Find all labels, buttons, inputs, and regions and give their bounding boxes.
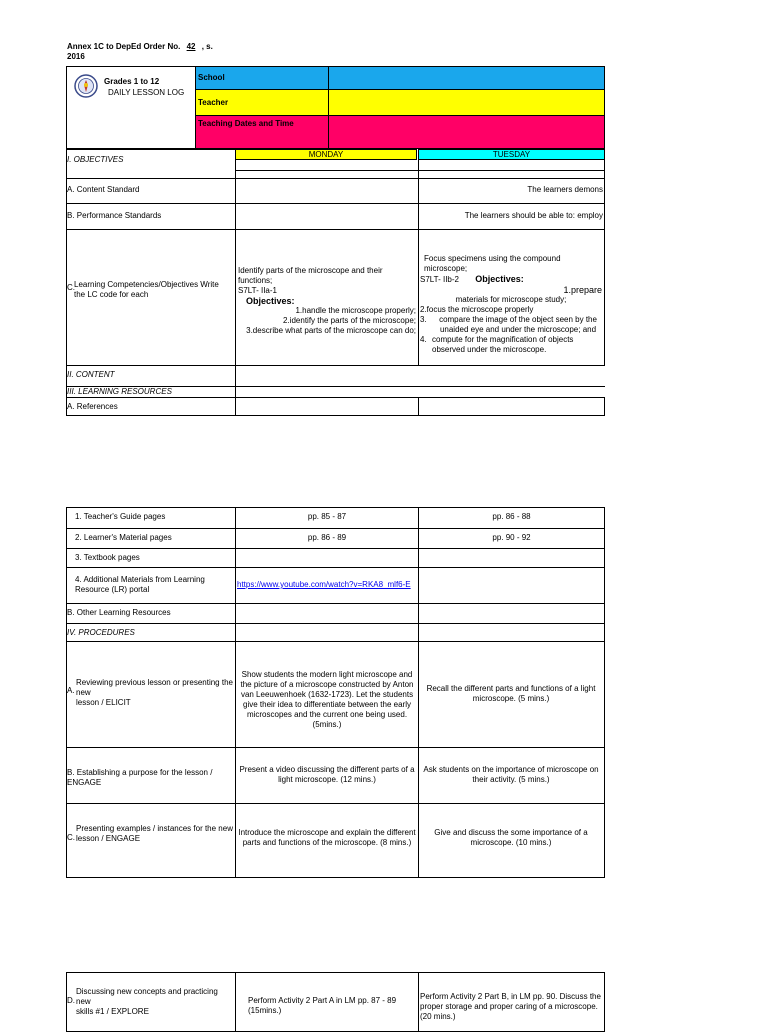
monday-competency (238, 266, 416, 336)
youtube-link[interactable]: https://www.youtube.com/watch?v=RKA8_mlf6-E (237, 580, 411, 589)
procedure-b-label-line2: ENGAGE (67, 778, 102, 787)
annex-line (67, 42, 213, 52)
additional-materials-label: 4. Additional Materials from Learning Resource (LR) portal (75, 575, 205, 594)
teachers-guide-monday: pp. 85 - 87 (307, 512, 347, 521)
procedure-a-letter: A. (67, 686, 75, 695)
monday-competency-text: Identify parts of the microscope and their functions; (238, 266, 383, 285)
competencies-label: Learning Competencies/Objectives Write the LC code for each (74, 280, 219, 299)
tuesday-competency (420, 254, 602, 355)
log-title: DAILY LESSON LOG (108, 88, 185, 97)
procedure-a-label (76, 678, 234, 708)
textbook-label: 3. Textbook pages (75, 553, 140, 562)
procedure-d-label-line2: skills #1 / EXPLORE (76, 1007, 149, 1016)
procedure-c-label-line2: lesson / ENGAGE (76, 834, 141, 843)
procedure-a-tuesday: Recall the different parts and functions of a light microscope. (5 mins.) (426, 684, 596, 703)
procedure-c-label-line1: Presenting examples / instances for the new (76, 824, 233, 833)
grades-label: Grades 1 to 12 (104, 77, 160, 86)
objectives-heading: I. OBJECTIVES (67, 155, 124, 164)
tuesday-objectives-label: Objectives: (475, 274, 524, 284)
annex-number: 42 (186, 42, 196, 51)
tuesday-competency-text: Focus specimens using the compound microscope; (424, 254, 561, 273)
monday-objective-2: 2.identify the parts of the microscope; (283, 316, 416, 325)
teachers-guide-tuesday: pp. 86 - 88 (492, 512, 531, 521)
teacher-label: Teacher (198, 98, 229, 107)
learners-material-tuesday: pp. 90 - 92 (492, 533, 531, 542)
teacher-bar (196, 90, 604, 115)
other-resources-label: B. Other Learning Resources (67, 608, 171, 617)
tuesday-objective-4-num: 4. (420, 335, 427, 344)
monday-competency-code: S7LT- IIa-1 (238, 286, 277, 295)
procedure-c-label (76, 824, 234, 844)
performance-standards-label: B. Performance Standards (67, 211, 162, 220)
school-label: School (198, 73, 225, 82)
procedures-heading: IV. PROCEDURES (67, 628, 135, 637)
procedure-a-label-line2: lesson / ELICIT (76, 698, 131, 707)
learners-material-monday: pp. 86 - 89 (307, 533, 347, 542)
procedure-c-tuesday: Give and discuss the some importance of a microscope. (10 mins.) (434, 828, 588, 847)
monday-objective-3: 3.describe what parts of the microscope can do; (246, 326, 416, 335)
annex-year: 2016 (67, 52, 85, 61)
procedure-d-monday: Perform Activity 2 Part A in LM pp. 87 - 89 (15mins.) (248, 996, 397, 1015)
teachers-guide-label: 1. Teacher's Guide pages (75, 512, 166, 521)
procedure-b-tuesday: Ask students on the importance of microscope on their activity. (5 mins.) (423, 765, 599, 784)
tuesday-competency-code: S7LT- IIb-2 (420, 275, 459, 284)
content-standard-value: The learners demons (527, 185, 603, 194)
procedure-d-tuesday: Perform Activity 2 Part B, in LM pp. 90. Discuss the proper storage and proper caring of a microscope. (20 mins.) (420, 992, 601, 1021)
content-heading: II. CONTENT (67, 370, 115, 379)
procedure-c-letter: C. (67, 833, 75, 842)
annex-prefix: Annex 1C to DepEd Order No. (67, 42, 181, 51)
school-bar (196, 67, 604, 89)
monday-objective-1: 1.handle the microscope properly; (295, 306, 416, 315)
learning-resources-heading: III. LEARNING RESOURCES (67, 387, 172, 396)
tuesday-objective-2: 2.focus the microscope properly (420, 305, 534, 314)
procedure-b-label (67, 768, 227, 788)
tuesday-objective-4: compute for the magnification of objects observed under the microscope. (432, 335, 574, 354)
procedure-a-monday: Show students the modern light microscope and the picture of a microscope constructed by Anton van Leeuwenhoek (1632-1723). Let the students give their idea to differentiate between the early microscopes and the current one being used. (5mins.) (240, 670, 414, 729)
procedure-a-label-line1: Reviewing previous lesson or presenting the new (76, 678, 233, 697)
monday-objectives-label: Objectives: (246, 296, 295, 306)
monday-header: MONDAY (235, 149, 417, 160)
procedure-d-letter: D. (67, 996, 75, 1005)
procedure-d-label (76, 987, 234, 1017)
procedure-b-label-line1: B. Establishing a purpose for the lesson / (67, 768, 213, 777)
procedure-c-monday: Introduce the microscope and explain the different parts and functions of the microscope. (8 mins.) (238, 828, 416, 847)
competencies-letter: C. (67, 283, 75, 292)
performance-standards-value: The learners should be able to: employ (464, 211, 603, 220)
dates-label: Teaching Dates and Time (198, 119, 294, 128)
tuesday-objective-3-num: 3. (420, 315, 427, 324)
tuesday-objective-3: compare the image of the object seen by the unaided eye and under the microscope; and (439, 315, 597, 334)
tuesday-header: TUESDAY (418, 149, 605, 160)
procedure-b-monday: Present a video discussing the different parts of a light microscope. (12 mins.) (239, 765, 415, 784)
content-standard-label: A. Content Standard (67, 185, 140, 194)
procedure-d-label-line1: Discussing new concepts and practicing new (76, 987, 218, 1006)
tuesday-objective-1b: materials for microscope study; (455, 295, 567, 304)
references-label: A. References (67, 402, 118, 411)
annex-suffix: , s. (201, 42, 213, 51)
tuesday-objective-1a: 1.prepare (563, 285, 602, 295)
deped-seal-icon (74, 74, 98, 98)
learners-material-label: 2. Learner's Material pages (75, 533, 172, 542)
